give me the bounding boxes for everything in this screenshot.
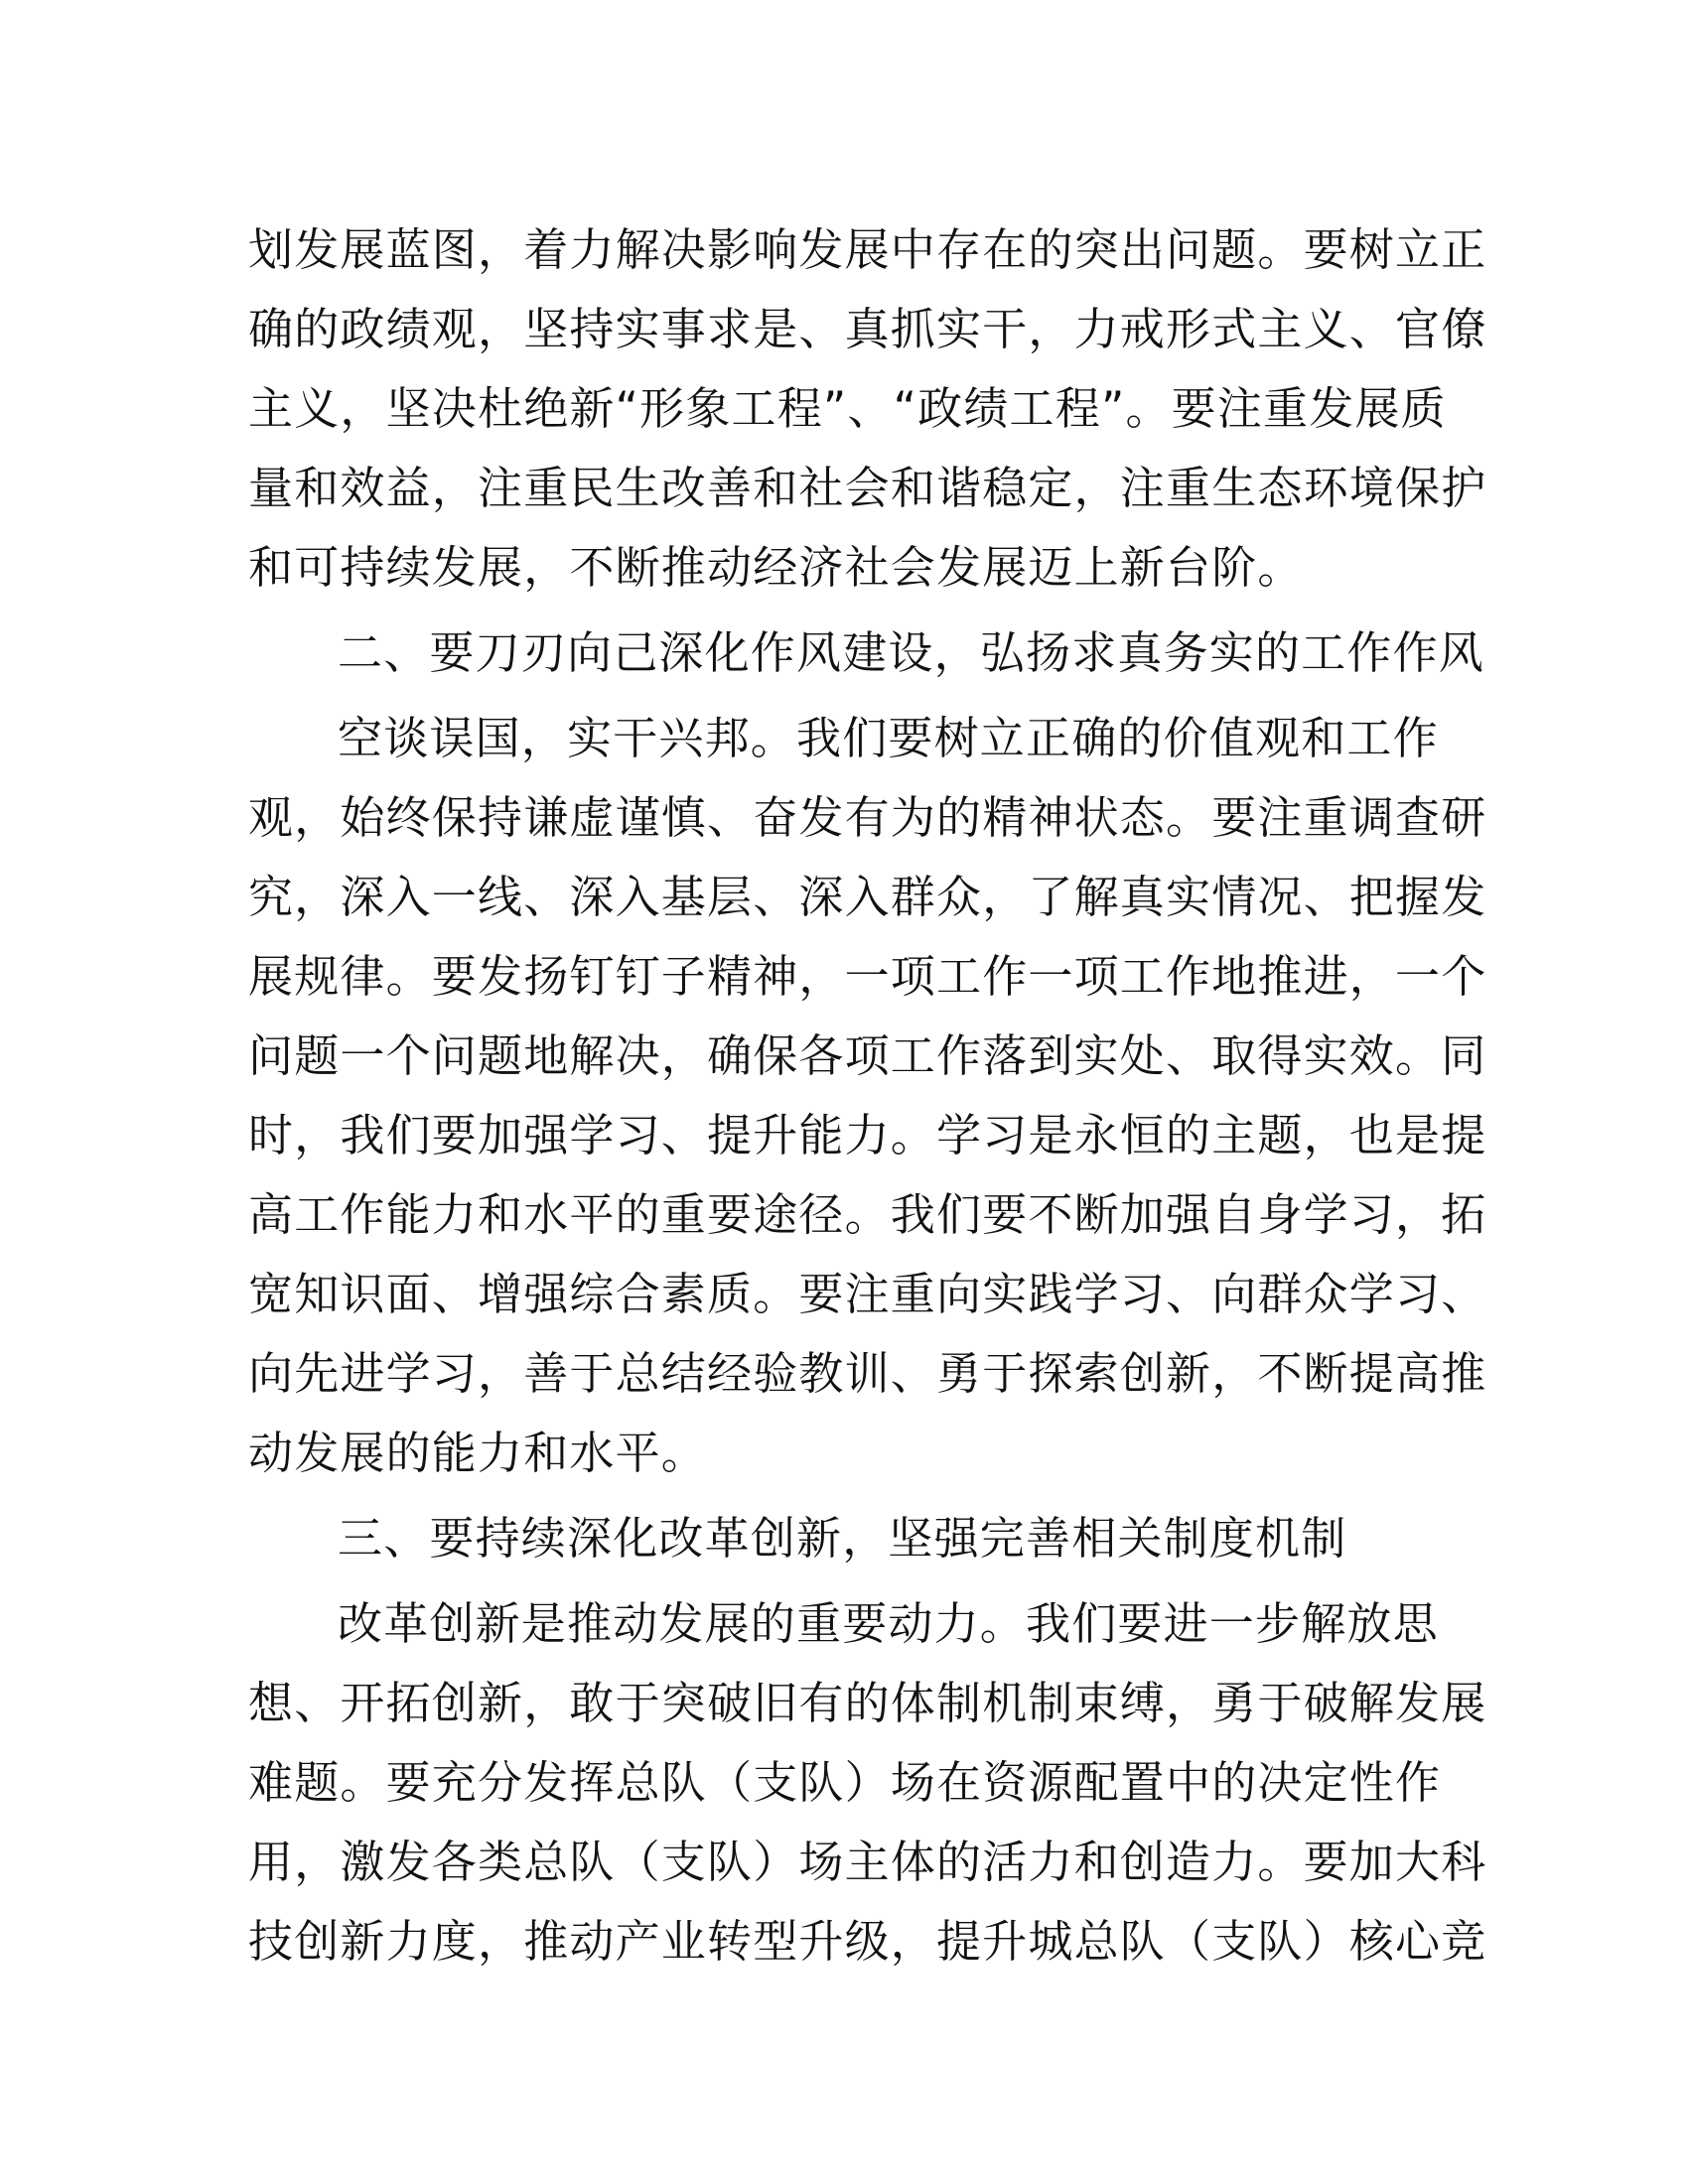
text-line: 向先进学习，善于总结经验教训、勇于探索创新，不断提高推 [248,1347,1487,1400]
text-line: 量和效益，注重民生改善和社会和谐稳定，注重生态环境保护 [248,462,1487,514]
section-heading: 三、要持续深化改革创新，坚强完善相关制度机制 [338,1512,1347,1565]
text-line: 主义，坚决杜绝新“形象工程”、“政绩工程”。要注重发展质 [248,382,1447,435]
text-line: 技创新力度，推动产业转型升级，提升城总队（支队）核心竞 [248,1915,1487,1968]
text-line: 问题一个问题地解决，确保各项工作落到实处、取得实效。同 [248,1029,1487,1082]
text-line: 动发展的能力和水平。 [248,1427,708,1479]
text-line: 和可持续发展，不断推动经济社会发展迈上新台阶。 [248,541,1304,594]
text-line: 难题。要充分发挥总队（支队）场在资源配置中的决定性作 [248,1756,1442,1809]
text-line: 用，激发各类总队（支队）场主体的活力和创造力。要加大科 [248,1836,1487,1888]
text-line: 时，我们要加强学习、提升能力。学习是永恒的主题，也是提 [248,1109,1487,1161]
text-line: 观，始终保持谦虚谨慎、奋发有为的精神状态。要注重调查研 [248,791,1487,844]
text-line: 宽知识面、增强综合素质。要注重向实践学习、向群众学习、 [248,1268,1487,1320]
body-text [248,210,1487,1981]
text-line: 究，深入一线、深入基层、深入群众，了解真实情况、把握发 [248,871,1487,923]
text-line: 想、开拓创新，敢于突破旧有的体制机制束缚，勇于破解发展 [248,1677,1487,1729]
text-line: 展规律。要发扬钉钉子精神，一项工作一项工作地推进，一个 [248,950,1487,1003]
section-heading: 二、要刀刃向己深化作风建设，弘扬求真务实的工作作风 [338,626,1485,679]
text-line: 划发展蓝图，着力解决影响发展中存在的突出问题。要树立正 [248,223,1487,276]
text-line: 改革创新是推动发展的重要动力。我们要进一步解放思 [338,1597,1439,1650]
text-line: 高工作能力和水平的重要途径。我们要不断加强自身学习，拓 [248,1188,1487,1241]
text-line: 确的政绩观，坚持实事求是、真抓实干，力戒形式主义、官僚 [248,303,1487,355]
text-line: 空谈误国，实干兴邦。我们要树立正确的价值观和工作 [338,712,1439,764]
